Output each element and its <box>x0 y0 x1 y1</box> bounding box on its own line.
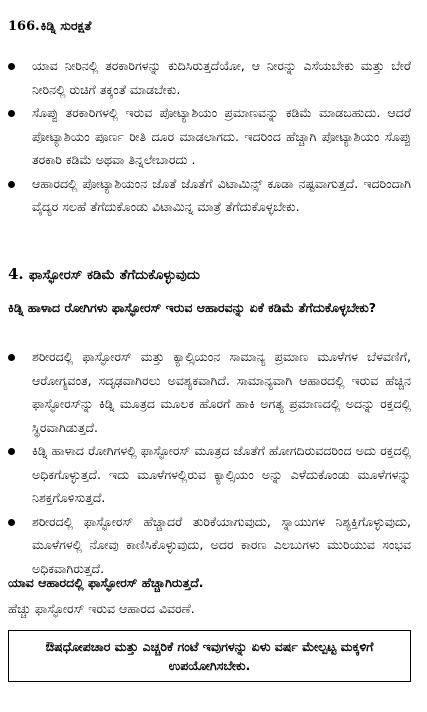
page-header <box>8 18 91 34</box>
foods-text: ಹೆಚ್ಚು ಫಾಸ್ಫೋರಸ್ ಇರುವ ಆಹಾರದ ವಿವರಣೆ. <box>8 601 195 616</box>
section-heading <box>8 265 200 283</box>
bullet-icon <box>8 448 15 455</box>
list-item <box>8 54 411 101</box>
question-heading: ಕಿಡ್ನಿ ಹಾಳಾದ ರೋಗಿಗಳು ಫಾಸ್ಫೋರಸ್ ಇರುವ ಆಹಾರವನ್ನು ಏಕೆ ಕಡಿಮೆ ತೆಗೆದುಕೊಳ್ಳಬೇಕು? <box>8 300 377 315</box>
list-item-text: ಶರೀರದಲ್ಲಿ ಫಾಸ್ಫೋರಸ್ ಮತ್ತು ಕ್ಯಾಲ್ಸಿಯಂನ ಸಾಮಾನ್ಯ ಪ್ರಮಾಣ ಮೂಳೆಗಳ ಬೆಳವಣಿಗೆ, ಆರೋಗ್ಯವಂತ, ಸದೃಢವಾಗಿರಲು ಅವಶ್ಯಕವಾಗಿದೆ. ಸಾಮಾನ್ಯವಾಗಿ ಆಹಾರದಲ್ಲಿ ಇರುವ ಹೆಚ್ಚಿನ ಫಾಸ್ಫೋರಸ್‍ನ್ನು ಕಿಡ್ನಿ ಮೂತ್ರದ ಮೂಲಕ ಹೊರಗೆ ಹಾಕಿ ಅಗತ್ಯ ಪ್ರಮಾಣದಲ್ಲಿ ಅದನ್ನು ರಕ್ತದಲ್ಲಿ ಸ್ಥಿರವಾಗಿಡುತ್ತದೆ. <box>32 349 411 435</box>
list-item-text: ಕಿಡ್ನಿ ಹಾಳಾದ ರೋಗಿಗಳಲ್ಲಿ ಫಾಸ್ಫೋರಸ್ ಮೂತ್ರದ ಜೊತೆಗೆ ಹೋಗದಿರುವದರಿಂದ ಅದು ರಕ್ತದಲ್ಲಿ ಅಧಿಕಗೊಳ್ಳುತ್ತದೆ. ಇದು ಮೂಳೆಗಳಲ್ಲಿರುವ ಕ್ಯಾಲ್ಸಿಯಂ ಅನ್ನು ಎಳೆದುಕೊಂಡು ಮೂಳೆಗಳನ್ನು ನಿಶಕ್ತಗೊಳಿಸುತ್ತದೆ. <box>32 443 411 505</box>
list-item-text: ಸೊಪ್ಪು ತರಕಾರಿಗಳಲ್ಲಿ ಇರುವ ಪೋಟ್ಯಾಶಿಯಂ ಪ್ರಮಾಣವನ್ನು ಕಡಿಮೆ ಮಾಡಬಹುದು. ಆದರೆ ಪೋಟ್ಯಾಶಿಯಂ ಪೂರ್ಣ ರೀತಿ ದೂರ ಮಾಡಲಾಗದು. ಇದರಿಂದ ಹೆಚ್ಚಾಗಿ ಪೋಟ್ಯಾಶಿಯಂ ಸೊಪ್ಪು ತರಕಾರಿ ಕಡಿಮೆ ಅಥವಾ ತಿನ್ನಲೇಬಾರದು . <box>32 105 411 167</box>
list-item-text: ಯಾವ ನೀರಿನಲ್ಲಿ ತರಕಾರಿಗಳನ್ನು ಕುದಿಸಿರುತ್ತದೆಯೋ, ಆ ನೀರನ್ನು ಎಸೆಯಬೇಕು ಮತ್ತು ಬೇರೆ ನೀರಿನಲ್ಲಿ ರುಚಿಗೆ ತಕ್ಕಂತೆ ಮಾಡಬೇಕು. <box>32 58 411 97</box>
list-item <box>8 345 411 439</box>
page-number: 166. <box>8 19 40 34</box>
list-item <box>8 172 411 219</box>
list-item-text: ಶರೀರದಲ್ಲಿ ಫಾಸ್ಫೋರಸ್ ಹೆಚ್ಚಾದರೆ ತುರಿಕೆಯಾಗುವುದು, ಸ್ನಾಯುಗಳ ನಿಶ್ಯಕ್ತಿಗೊಳ್ಳುವುದು, ಮೂಳೆಗಳಲ್ಲಿ ನೋವು ಕಾಣಿಸಿಕೊಳ್ಳುವುದು, ಅದರ ಕಾರಣ ಎಲಬುಗಳು ಮುರಿಯುವ ಸಂಭವ ಅಧಿಕವಾಗಿರುತ್ತದೆ. <box>32 513 411 576</box>
list-item <box>8 101 411 172</box>
section-number: 4. <box>8 265 24 283</box>
bullet-icon <box>8 181 15 188</box>
bullet-icon <box>8 110 15 117</box>
list-item-text: ಆಹಾರದಲ್ಲಿ ಪೋಟ್ಯಾಶಿಯಂನ ಜೊತೆ ಜೊತೆಗೆ ವಿಟಾಮಿನ್ಸ್ ಕೂಡಾ ನಷ್ಟವಾಗುತ್ತದೆ. ಇದರಿಂದಾಗಿ ವೈದ್ಯರ ಸಲಹೆ ತೆಗೆದುಕೊಂಡು ವಿಟಾಮಿನ್ನ ಮಾತ್ರೆ ತೆಗೆದುಕೊಳ್ಳಬೇಕು. <box>32 175 411 214</box>
bullet-list-vegetables <box>8 54 411 219</box>
bullet-icon <box>8 354 15 361</box>
foods-heading: ಯಾವ ಆಹಾರದಲ್ಲಿ ಫಾಸ್ಫೋರಸ್ ಹೆಚ್ಚಾಗಿರುತ್ತದೆ. <box>8 575 204 590</box>
bullet-list-phosphorus <box>8 345 411 580</box>
bullet-icon <box>8 519 15 526</box>
list-item <box>8 510 411 581</box>
chapter-title: ಕಿಡ್ನಿ ಸುರಕ್ಷತೆ <box>40 18 92 33</box>
boxed-note: ಔಷಧೋಪಚಾರ ಮತ್ತು ಎಚ್ಚರಿಕೆ ಗಂಟೆ ಇವುಗಳನ್ನು ಏಳು ವರ್ಷ ಮೇಲ್ಪಟ್ಟ ಮಕ್ಕಳಿಗೆ ಉಪಯೋಗಿಸಬೇಕು. <box>8 630 411 682</box>
list-item <box>8 439 411 510</box>
section-title: ಫಾಸ್ಫೋರಸ್ ಕಡಿಮೆ ತೆಗೆದುಕೊಳ್ಳುವುದು <box>28 267 200 283</box>
bullet-icon <box>8 63 15 70</box>
